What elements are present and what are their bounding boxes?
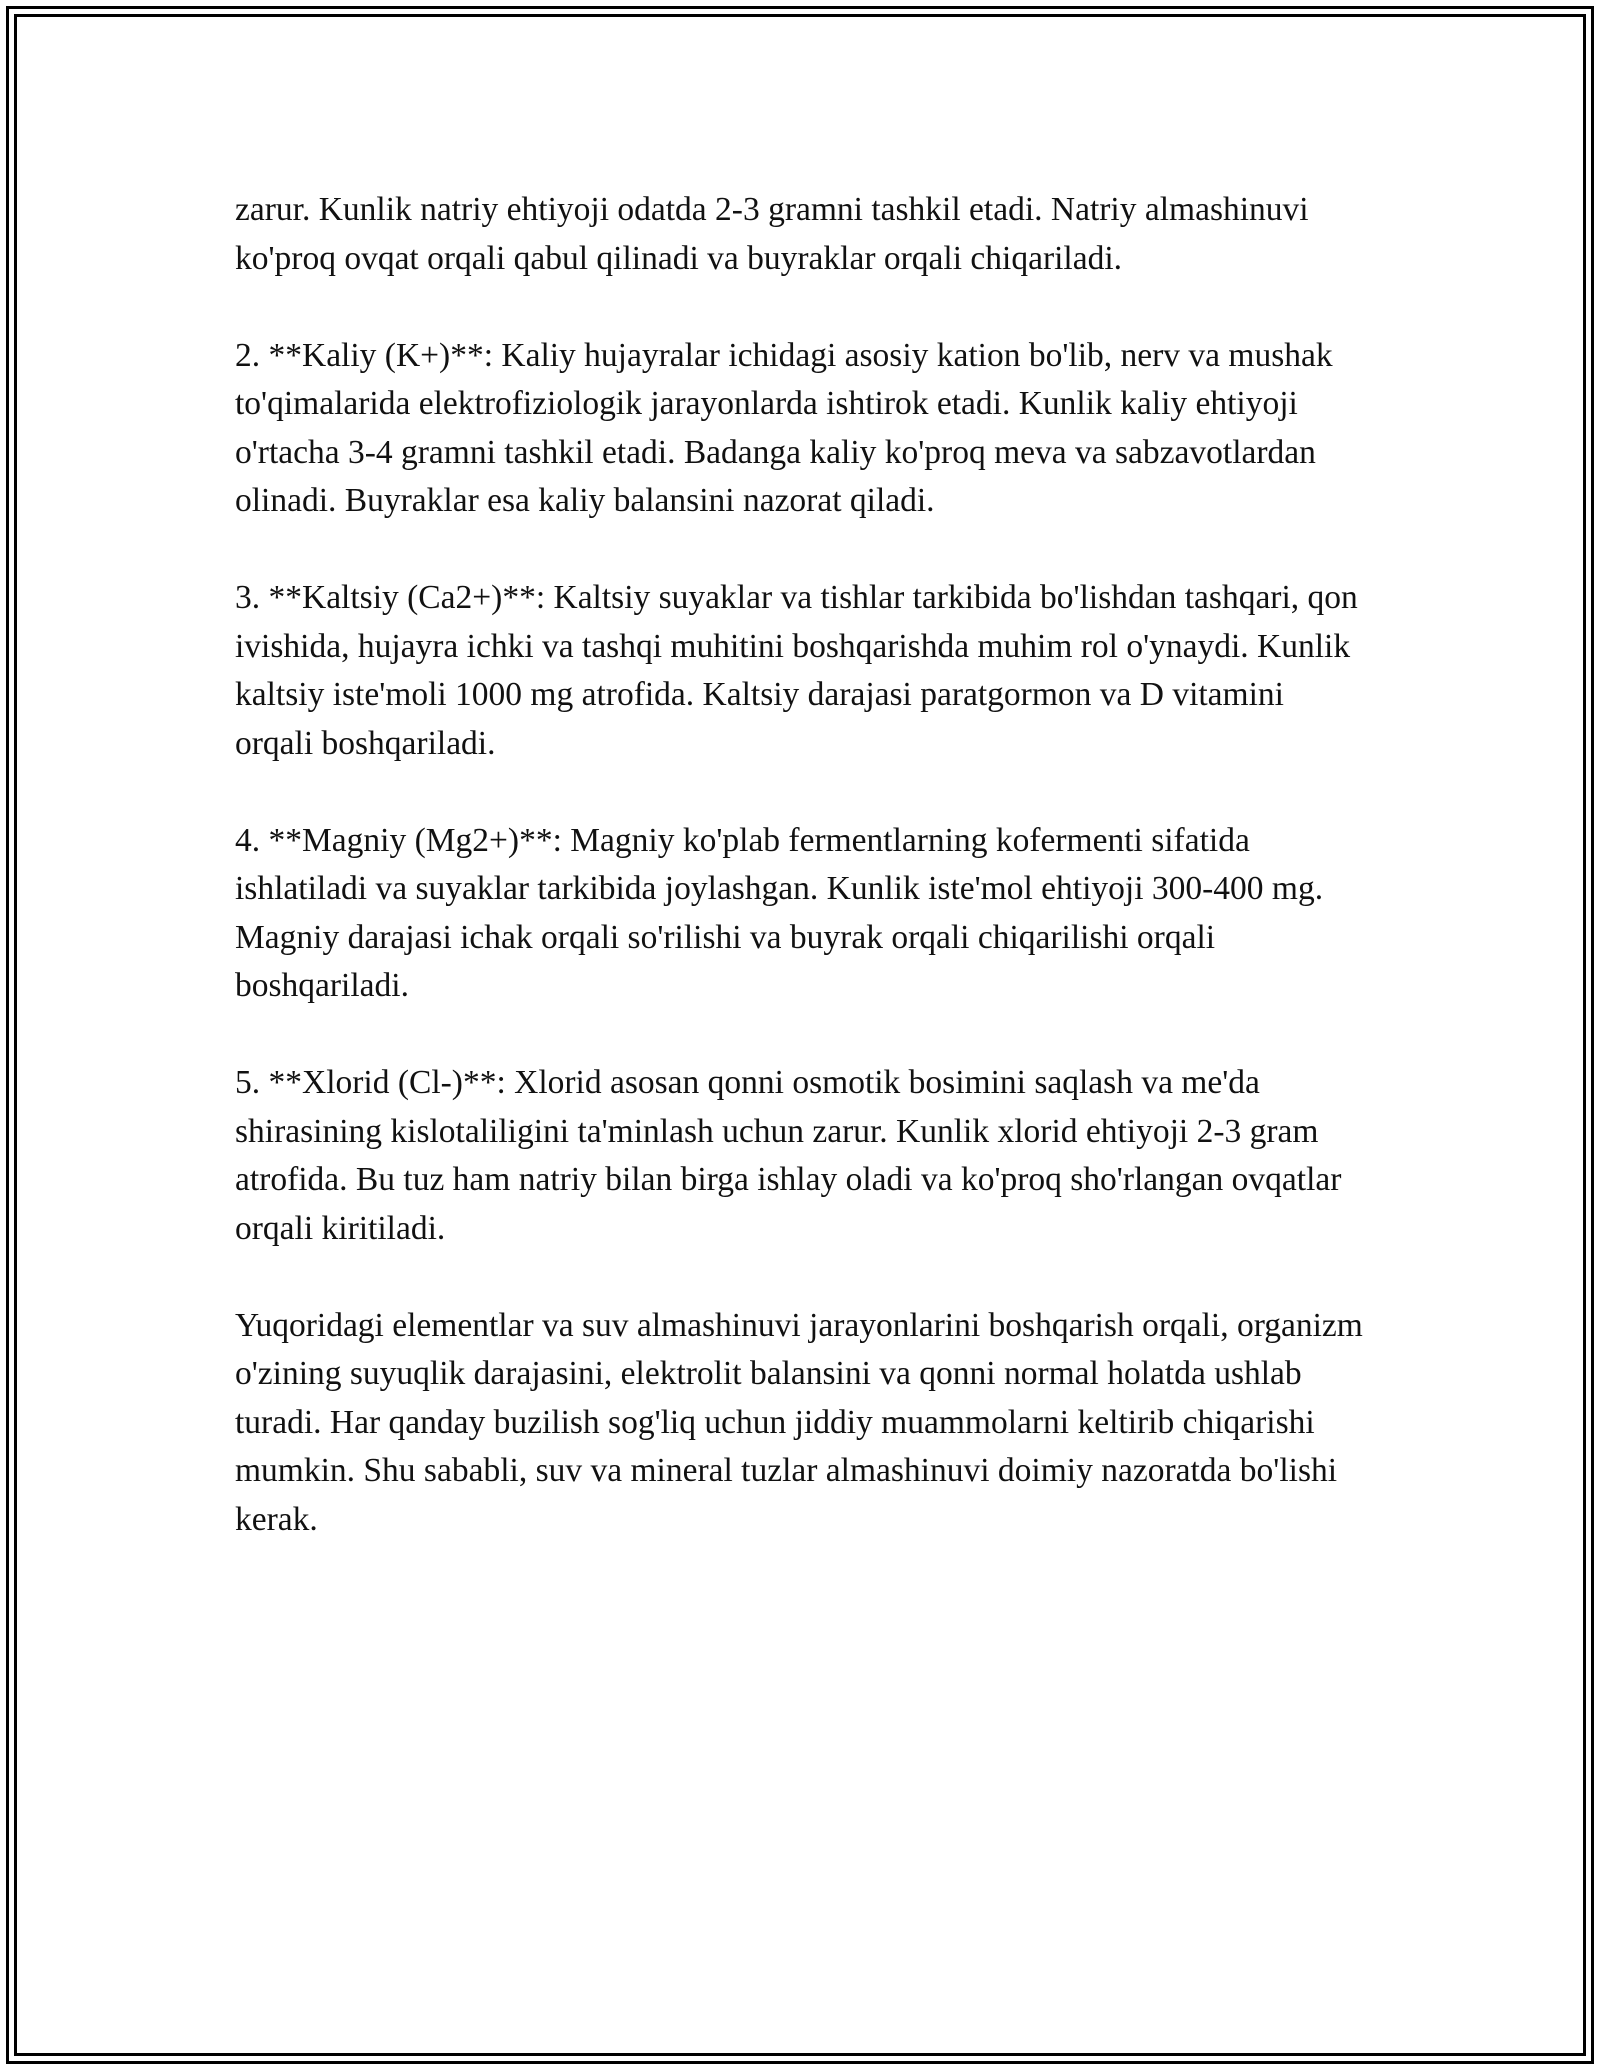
paragraph-natriy-continued: zarur. Kunlik natriy ehtiyoji odatda 2-3 gramni tashkil etadi. Natriy almashinuvi ko'proq ovqat orqali qabul qilinadi va buyraklar orqali chiqariladi. <box>235 191 1309 277</box>
paragraph-conclusion: Yuqoridagi elementlar va suv almashinuvi jarayonlarini boshqarish orqali, organizm o'zining suyuqlik darajasini, elektrolit balansini va qonni normal holatda ushlab turadi. Har qanday buzilish sog'liq uchun jiddiy muammolarni keltirib chiqarishi mumkin. Shu sababli, suv va mineral tuzlar almashinuvi doimiy nazoratda bo'lishi kerak. <box>235 1306 1363 1538</box>
document-body <box>235 186 1365 1593</box>
paragraph-kaliy: 2. **Kaliy (K+)**: Kaliy hujayralar ichidagi asosiy kation bo'lib, nerv va mushak to'qimalarida elektrofiziologik jarayonlarda ishtirok etadi. Kunlik kaliy ehtiyoji o'rtacha 3-4 gramni tashkil etadi. Badanga kaliy ko'proq meva va sabzavotlardan olinadi. Buyraklar esa kaliy balansini nazorat qiladi. <box>235 336 1333 519</box>
paragraph-xlorid: 5. **Xlorid (Cl-)**: Xlorid asosan qonni osmotik bosimini saqlash va me'da shirasining kislotaliligini ta'minlash uchun zarur. Kunlik xlorid ehtiyoji 2-3 gram atrofida. Bu tuz ham natriy bilan birga ishlay oladi va ko'proq sho'rlangan ovqatlar orqali kiritiladi. <box>235 1064 1342 1247</box>
paragraph-kaltsiy: 3. **Kaltsiy (Ca2+)**: Kaltsiy suyaklar va tishlar tarkibida bo'lishdan tashqari, qon ivishida, hujayra ichki va tashqi muhitini boshqarishda muhim rol o'ynaydi. Kunlik kaltsiy iste'moli 1000 mg atrofida. Kaltsiy darajasi paratgormon va D vitamini orqali boshqariladi. <box>235 579 1358 762</box>
paragraph-magniy: 4. **Magniy (Mg2+)**: Magniy ko'plab fermentlarning kofermenti sifatida ishlatiladi va suyaklar tarkibida joylashgan. Kunlik iste'mol ehtiyoji 300-400 mg. Magniy darajasi ichak orqali so'rilishi va buyrak orqali chiqarilishi orqali boshqariladi. <box>235 821 1324 1004</box>
